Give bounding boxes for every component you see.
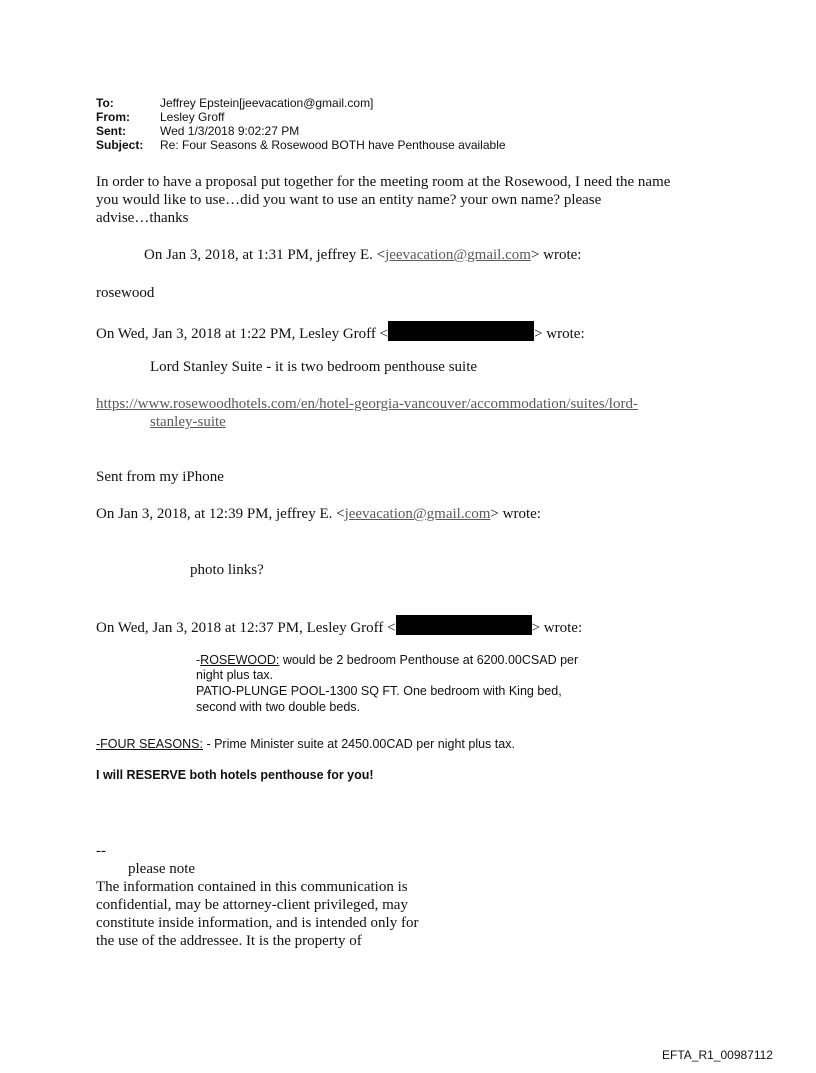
quote-1-suffix: > wrote: [530, 247, 582, 263]
intro-line-1: In order to have a proposal put together for the meeting room at the Rosewood, I need the name [96, 174, 671, 190]
quote-1-attribution [144, 246, 581, 264]
photo-links: photo links? [190, 562, 264, 578]
rosewood-line-4: second with two double beds. [196, 700, 360, 714]
quote-3-email-link[interactable]: jeevacation@gmail.com [344, 506, 491, 522]
quote-1-prefix: On Jan 3, 2018, at 1:31 PM, jeffrey E. < [144, 247, 386, 263]
disclaimer-line-1: The information contained in this communication is [96, 879, 408, 895]
rosewood-url-line-1[interactable]: https://www.rosewoodhotels.com/en/hotel-georgia-vancouver/accommodation/suites/lord- [96, 396, 638, 412]
reply-rosewood: rosewood [96, 285, 155, 301]
rosewood-url-line-2[interactable]: stanley-suite [150, 414, 226, 430]
rosewood-label: ROSEWOOD: [200, 653, 280, 667]
quote-4-prefix: On Wed, Jan 3, 2018 at 12:37 PM, Lesley Groff < [96, 620, 396, 636]
sent-value: Wed 1/3/2018 9:02:27 PM [160, 124, 300, 138]
quote-2-attribution [96, 321, 585, 343]
to-label: To: [96, 96, 114, 110]
redaction-box [388, 321, 534, 341]
four-seasons-text: - Prime Minister suite at 2450.00CAD per night plus tax. [202, 737, 515, 751]
quote-3-suffix: > wrote: [490, 506, 541, 522]
disclaimer-line-2: confidential, may be attorney-client privileged, may [96, 897, 408, 913]
quote-2-suffix: > wrote: [534, 326, 585, 342]
sent-label: Sent: [96, 124, 126, 138]
quote-1-email-link[interactable]: jeevacation@gmail.com [385, 247, 531, 263]
rosewood-line-3: PATIO-PLUNGE POOL-1300 SQ FT. One bedroom with King bed, [196, 684, 562, 698]
to-value: Jeffrey Epstein[jeevacation@gmail.com] [160, 96, 374, 110]
intro-line-2: you would like to use…did you want to use an entity name? your own name? please [96, 192, 602, 208]
four-seasons-label: -FOUR SEASONS: [96, 737, 203, 751]
rosewood-line-2: night plus tax. [196, 668, 274, 682]
reserve-line: I will RESERVE both hotels penthouse for you! [96, 768, 374, 782]
rosewood-text-1: would be 2 bedroom Penthouse at 6200.00CSAD per [279, 653, 579, 667]
document-id: EFTA_R1_00987112 [662, 1048, 773, 1062]
four-seasons-line [96, 737, 515, 752]
quote-4-suffix: > wrote: [531, 620, 583, 636]
suite-line: Lord Stanley Suite - it is two bedroom penthouse suite [150, 359, 478, 375]
please-note: please note [128, 861, 196, 877]
subject-value: Re: Four Seasons & Rosewood BOTH have Penthouse available [160, 138, 506, 152]
signature-dashes: -- [96, 843, 106, 859]
quote-2-prefix: On Wed, Jan 3, 2018 at 1:22 PM, Lesley Groff < [96, 326, 389, 342]
disclaimer-line-4: the use of the addressee. It is the property of [96, 933, 362, 949]
rosewood-dash: - [196, 653, 201, 667]
disclaimer-line-3: constitute inside information, and is intended only for [96, 915, 419, 931]
quote-4-attribution [96, 615, 582, 637]
quote-3-attribution [96, 505, 541, 523]
subject-label: Subject: [96, 138, 144, 152]
rosewood-line-1 [196, 653, 578, 668]
redaction-box [396, 615, 532, 635]
from-label: From: [96, 110, 130, 124]
sent-from-iphone: Sent from my iPhone [96, 469, 224, 485]
from-value: Lesley Groff [160, 110, 225, 124]
quote-3-prefix: On Jan 3, 2018, at 12:39 PM, jeffrey E. < [96, 506, 345, 522]
intro-line-3: advise…thanks [96, 210, 189, 226]
